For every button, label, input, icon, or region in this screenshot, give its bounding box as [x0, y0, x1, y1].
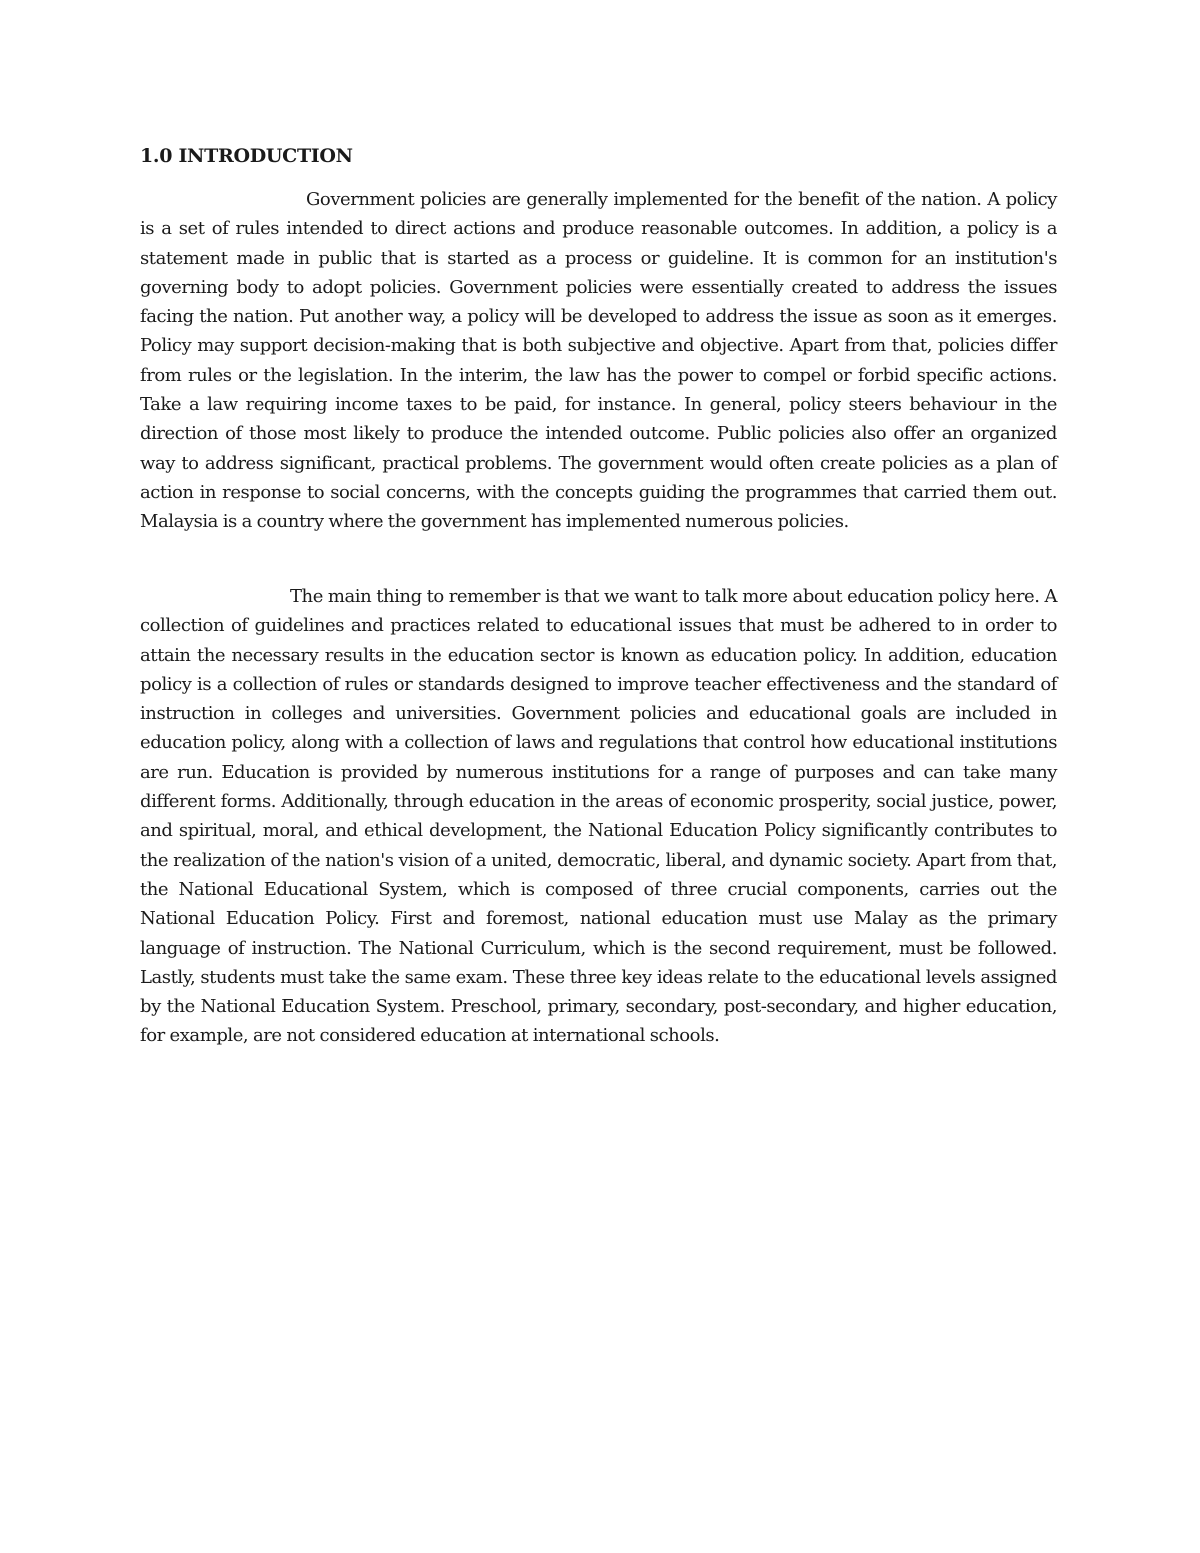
paragraph-policies-overview: Government policies are generally implemented for the benefit of the nation. A policy is a set of rules intended to direct actions and produce reasonable outcomes. In addition, a policy is a statement made in public that is started as a process or guideline. It is common for an institution's governing body to adopt policies. Government policies were essentially created to address the issues facing the nation. Put another way, a policy will be developed to address the issue as soon as it emerges. Policy may support decision-making that is both subjective and objective. Apart from that, policies differ from rules or the legislation. In the interim, the law has the power to compel or forbid specific actions. Take a law requiring income taxes to be paid, for instance. In general, policy steers behaviour in the direction of those most likely to produce the intended outcome. Public policies also offer an organized way to address significant, practical problems. The government would often create policies as a plan of action in response to social concerns, with the concepts guiding the programmes that carried them out. Malaysia is a country where the government has implemented numerous policies.: [140, 189, 1057, 533]
section-heading: 1.0 INTRODUCTION: [140, 145, 353, 167]
paragraph-education-policy: The main thing to remember is that we want to talk more about education policy here. A collection of guidelines and practices related to educational issues that must be adhered to in order to attain the necessary results in the education sector is known as education policy. In addition, education policy is a collection of rules or standards designed to improve teacher effectiveness and the standard of instruction in colleges and universities. Government policies and educational goals are included in education policy, along with a collection of laws and regulations that control how educational institutions are run. Education is provided by numerous institutions for a range of purposes and can take many different forms. Additionally, through education in the areas of economic prosperity, social justice, power, and spiritual, moral, and ethical development, the National Education Policy significantly contributes to the realization of the nation's vision of a united, democratic, liberal, and dynamic society. Apart from that, the National Educational System, which is composed of three crucial components, carries out the National Education Policy. First and foremost, national education must use Malay as the primary language of instruction. The National Curriculum, which is the second requirement, must be followed. Lastly, students must take the same exam. These three key ideas relate to the educational levels assigned by the National Education System. Preschool, primary, secondary, post-secondary, and higher education, for example, are not considered education at international schools.: [140, 586, 1057, 1047]
